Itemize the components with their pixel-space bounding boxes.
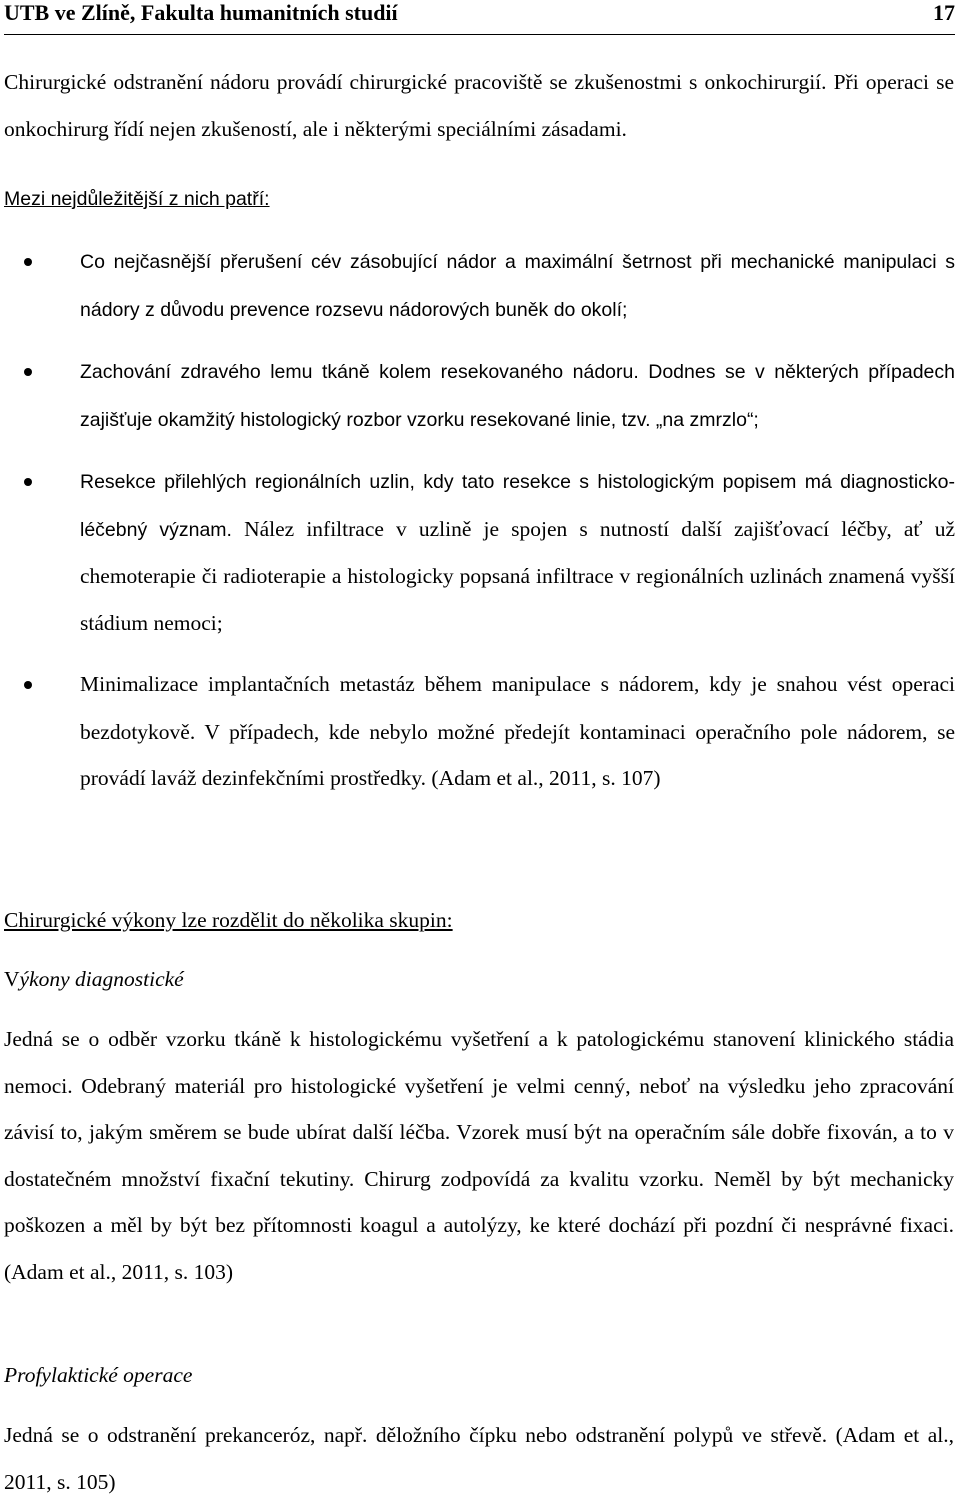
page-number: 17 — [933, 0, 955, 25]
prophylactic-title: Profylaktické operace — [4, 1363, 193, 1387]
bullet-icon — [24, 681, 32, 689]
groups-heading-text: Chirurgické výkony lze rozdělit do několika skupin: — [4, 908, 453, 932]
bullet-icon — [24, 368, 32, 376]
list-item — [0, 458, 955, 646]
principles-list — [0, 238, 960, 802]
list-item-sans-text: Co nejčasnější přerušení cév zásobující nádor a maximální šetrnost při mechanické manipulaci s nádory z důvodu prevence rozsevu nádorových buněk do okolí; — [80, 251, 955, 321]
intro-paragraph: Chirurgické odstranění nádoru provádí chirurgické pracoviště se zkušenostmi s onkochirurgií. Při operaci se onkochirurg řídí nejen zkušeností, ale i některými speciálními zásadami. — [4, 70, 954, 141]
diagnostic-title-rest: ýkony diagnostické — [19, 967, 184, 991]
prophylactic-paragraph: Jedná se o odstranění prekanceróz, např. děložního čípku nebo odstranění polypů ve střevě. (Adam et al., 2011, s. 105) — [4, 1423, 954, 1494]
list-item — [0, 348, 955, 443]
list-item-serif-text: Minimalizace implantačních metastáz během manipulace s nádorem, kdy je snahou vést operaci bezdotykově. V případech, kde nebylo možné předejít kontaminaci operačního pole nádorem, se provádí laváž dezinfekčními prostředky. (Adam et al., 2011, s. 107) — [80, 672, 955, 790]
diagnostic-paragraph: Jedná se o odběr vzorku tkáně k histologickému vyšetření a k patologickému stanovení klinického stádia nemoci. Odebraný materiál pro histologické vyšetření je velmi cenný, neboť na výsledku jeho zpracování závisí to, jakým směrem se bude ubírat další léčba. Vzorek musí být na operačním sále dobře fixován, a to v dostatečném množství fixační tekutiny. Chirurg zodpovídá za kvalitu vzorku. Neměl by být mechanicky poškozen a měl by být bez přítomnosti koagul a autolýzy, ke které dochází při pozdní či nesprávné fixaci. (Adam et al., 2011, s. 103) — [4, 1027, 954, 1284]
list-item-sans-text: Resekce přilehlých regionálních uzlin, kdy tato resekce s histologickým popisem má diagnosticko-léčebný význam. — [80, 471, 955, 541]
bullet-icon — [24, 478, 32, 486]
list-item — [0, 661, 955, 802]
diagnostic-title — [4, 956, 954, 1003]
principles-heading-text: Mezi nejdůležitější z nich patří: — [4, 188, 270, 210]
bullet-icon — [24, 258, 32, 266]
principles-heading — [4, 176, 954, 223]
list-item — [0, 238, 955, 333]
diagnostic-title-first-letter: V — [4, 967, 20, 991]
header-title: UTB ve Zlíně, Fakulta humanitních studií — [4, 0, 398, 25]
page-header — [4, 0, 955, 35]
groups-heading — [4, 897, 954, 944]
list-item-serif-text: Nález infiltrace v uzlině je spojen s nutností další zajišťovací léčby, ať už chemoterapie či radioterapie a histologicky popsaná infiltrace v regionálních uzlinách znamená vyšší stádium nemoci; — [80, 516, 955, 635]
list-item-sans-text: Zachování zdravého lemu tkáně kolem resekovaného nádoru. Dodnes se v některých případech zajišťuje okamžitý histologický rozbor vzorku resekované linie, tzv. „na zmrzlo“; — [80, 361, 955, 431]
